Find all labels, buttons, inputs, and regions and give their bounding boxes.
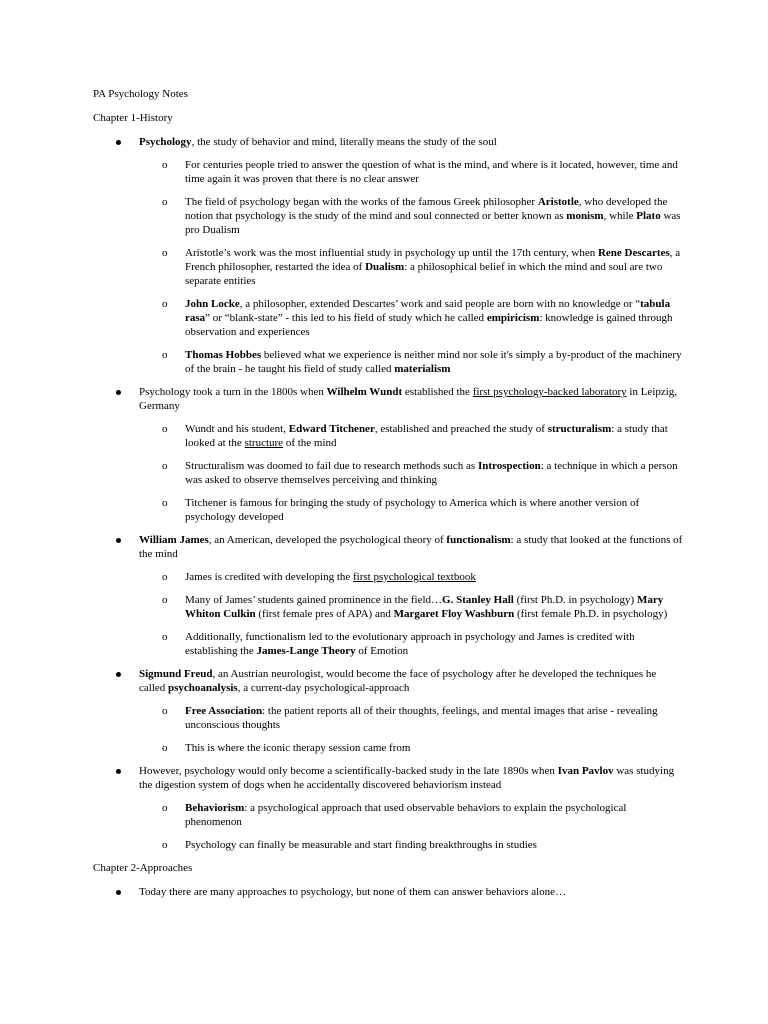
bullet-list (93, 135, 683, 852)
sub-bullet-item (139, 741, 683, 755)
text-run: This is where the iconic therapy session came from (185, 742, 411, 754)
text-run: , a philosopher, extended Descartes’ work and said people are born with no knowledge or “ (239, 298, 641, 310)
sub-bullet-list (139, 422, 683, 524)
sub-bullet-item (139, 630, 683, 658)
document-page (93, 87, 683, 908)
sub-bullet-marker: o (162, 423, 168, 435)
sub-bullet-item (139, 593, 683, 621)
sub-bullet-list (139, 801, 683, 852)
section-heading: Chapter 1-History (93, 112, 173, 124)
sub-bullet-marker: o (162, 497, 168, 509)
bullet-item (93, 667, 683, 755)
text-run: Many of James’ students gained prominence in the field… (185, 594, 443, 606)
underlined-term: structure (244, 437, 284, 449)
sub-bullet-item (139, 704, 683, 732)
text-run: : the patient reports all of their thoughts, feelings, and mental images that arise - revealing unconscious thoughts (185, 705, 658, 731)
bullet-marker (116, 390, 121, 395)
text-run: , an American, developed the psychological theory of (208, 534, 447, 546)
sub-bullet-marker: o (162, 349, 168, 361)
sub-bullet-text (185, 631, 635, 657)
bold-term: John Locke (185, 298, 240, 310)
text-run: , the study of behavior and mind, literally means the study of the soul (191, 136, 497, 148)
sub-bullet-text (185, 196, 681, 236)
text-run: Titchener is famous for bringing the study of psychology to America which is where another version of psychology developed (185, 497, 640, 523)
text-run: However, psychology would only become a scientifically-backed study in the late 1890s when (139, 765, 558, 777)
bold-term: Rene Descartes (597, 247, 670, 259)
text-run: was pro Dualism (185, 210, 681, 236)
sub-bullet-list (139, 704, 683, 755)
bullet-item (93, 764, 683, 852)
sub-bullet-item (139, 158, 683, 186)
sub-bullet-marker: o (162, 460, 168, 472)
sub-bullet-text (185, 705, 658, 731)
text-run: : a technique in which a person was asked to observe themselves perceiving and thinking (185, 460, 678, 486)
sub-bullet-text (185, 298, 673, 338)
sub-bullet-item (139, 195, 683, 237)
text-run: in Leipzig, Germany (139, 386, 678, 412)
text-run: : a study that looked at the functions of the mind (139, 534, 683, 560)
text-run: Psychology can finally be measurable and start finding breakthroughs in studies (185, 839, 537, 851)
bold-term: William James (139, 534, 209, 546)
bullet-marker (116, 538, 121, 543)
bold-term: Behaviorism (185, 802, 245, 814)
bullet-marker (116, 890, 121, 895)
text-run: (first female pres of APA) and (255, 608, 394, 620)
bold-term: Thomas Hobbes (185, 349, 262, 361)
bullet-item (93, 533, 683, 658)
text-run: (first female Ph.D. in psychology) (514, 608, 668, 620)
bold-term: Ivan Pavlov (557, 765, 614, 777)
text-run: : a philosophical belief in which the mind and soul are two separate entities (185, 261, 663, 287)
text-run: Today there are many approaches to psychology, but none of them can answer behaviors alone… (139, 886, 567, 898)
sub-bullet-marker: o (162, 247, 168, 259)
sub-bullet-marker: o (162, 839, 168, 851)
sub-bullet-marker: o (162, 742, 168, 754)
sub-bullet-list (139, 158, 683, 376)
sub-bullet-item (139, 838, 683, 852)
sub-bullet-text (185, 571, 476, 583)
sub-bullet-marker: o (162, 802, 168, 814)
bullet-list (93, 885, 683, 899)
text-run: Structuralism was doomed to fail due to research methods such as (185, 460, 478, 472)
bullet-item (93, 385, 683, 524)
sections-container (93, 111, 683, 899)
sub-bullet-text (185, 497, 639, 523)
text-run: Psychology took a turn in the 1800s when (139, 386, 327, 398)
sub-bullet-text (185, 742, 410, 754)
text-run: , who developed the notion that psychology is the study of the mind and soul connected or better known as (185, 196, 668, 222)
text-run: of the mind (283, 437, 337, 449)
sub-bullet-text (185, 423, 668, 449)
underlined-term: first psychology-backed laboratory (472, 386, 627, 398)
bold-term: James-Lange Theory (256, 645, 356, 657)
sub-bullet-marker: o (162, 705, 168, 717)
sub-bullet-item (139, 459, 683, 487)
text-run: , established and preached the study of (374, 423, 548, 435)
text-run: believed what we experience is neither mind nor sole it's simply a by-product of the machinery of the brain - he taught his field of study called (185, 349, 682, 375)
sub-bullet-marker: o (162, 594, 168, 606)
text-run: , an Austrian neurologist, would become the face of psychology after he developed the techniques he called (139, 668, 657, 694)
sub-bullet-text (185, 159, 678, 185)
sub-bullet-item (139, 570, 683, 584)
text-run: ” or “blank-state” - this led to his field of study which he called (205, 312, 487, 324)
bold-term: Plato (636, 210, 661, 222)
bold-term: Wilhelm Wundt (326, 386, 403, 398)
sub-bullet-item (139, 496, 683, 524)
bold-term: structuralism (547, 423, 612, 435)
text-run: James is credited with developing the (185, 571, 354, 583)
bold-term: functionalism (446, 534, 511, 546)
text-run: , while (603, 210, 637, 222)
bullet-text (139, 135, 683, 149)
sub-bullet-marker: o (162, 298, 168, 310)
sub-bullet-text (185, 802, 626, 828)
bold-term: psychoanalysis (168, 682, 238, 694)
bold-term: Psychology (139, 136, 192, 148)
text-run: For centuries people tried to answer the question of what is the mind, and where is it located, however, time and time again it was proven that there is no clear answer (185, 159, 678, 185)
bullet-item (93, 885, 683, 899)
sub-bullet-marker: o (162, 159, 168, 171)
bold-term: Margaret Floy Washburn (393, 608, 515, 620)
sub-bullet-text (185, 839, 537, 851)
sub-bullet-text (185, 594, 667, 620)
text-run: Additionally, functionalism led to the evolutionary approach in psychology and James is credited with establishing the (185, 631, 635, 657)
sub-bullet-item (139, 801, 683, 829)
text-run: was studying the digestion system of dogs when he accidentally discovered behaviorism instead (139, 765, 675, 791)
bullet-text (139, 764, 683, 792)
text-run: of Emotion (355, 645, 409, 657)
bold-term: Edward Titchener (288, 423, 375, 435)
bold-term: monism (566, 210, 604, 222)
sub-bullet-item (139, 297, 683, 339)
text-run: , a French philosopher, restarted the idea of (185, 247, 681, 273)
section-heading: Chapter 2-Approaches (93, 862, 193, 874)
bullet-marker (116, 769, 121, 774)
sub-bullet-text (185, 247, 680, 287)
sub-bullet-text (185, 460, 678, 486)
text-run: (first Ph.D. in psychology) (513, 594, 637, 606)
text-run: established the (402, 386, 473, 398)
text-run: , a current-day psychological-approach (237, 682, 410, 694)
bold-term: G. Stanley Hall (442, 594, 514, 606)
bold-term: Aristotle (537, 196, 579, 208)
bold-term: tabula rasa (185, 298, 671, 324)
bullet-text (139, 885, 683, 899)
text-run: : knowledge is gained through observation and experiences (185, 312, 673, 338)
bullet-text (139, 385, 683, 413)
sub-bullet-item (139, 422, 683, 450)
bold-term: materialism (394, 363, 451, 375)
sub-bullet-marker: o (162, 196, 168, 208)
sub-bullet-item (139, 246, 683, 288)
sub-bullet-marker: o (162, 631, 168, 643)
bullet-text (139, 533, 683, 561)
text-run: Wundt and his student, (185, 423, 289, 435)
document-title: PA Psychology Notes (93, 88, 188, 100)
bold-term: Mary Whiton Culkin (185, 594, 664, 620)
text-run: : a study that looked at the (185, 423, 668, 449)
sub-bullet-item (139, 348, 683, 376)
bold-term: Free Association (185, 705, 263, 717)
bullet-item (93, 135, 683, 376)
text-run: : a psychological approach that used observable behaviors to explain the psychological phenomenon (185, 802, 627, 828)
bold-term: Introspection (477, 460, 541, 472)
text-run: The field of psychology began with the works of the famous Greek philosopher (185, 196, 538, 208)
text-run: Aristotle’s work was the most influential study in psychology up until the 17th century, when (185, 247, 598, 259)
bullet-marker (116, 672, 121, 677)
underlined-term: first psychological textbook (353, 571, 476, 583)
bold-term: Sigmund Freud (139, 668, 213, 680)
sub-bullet-text (185, 349, 682, 375)
sub-bullet-list (139, 570, 683, 658)
sub-bullet-marker: o (162, 571, 168, 583)
bold-term: empiricism (486, 312, 540, 324)
bold-term: Dualism (365, 261, 405, 273)
bullet-marker (116, 140, 121, 145)
bullet-text (139, 667, 683, 695)
